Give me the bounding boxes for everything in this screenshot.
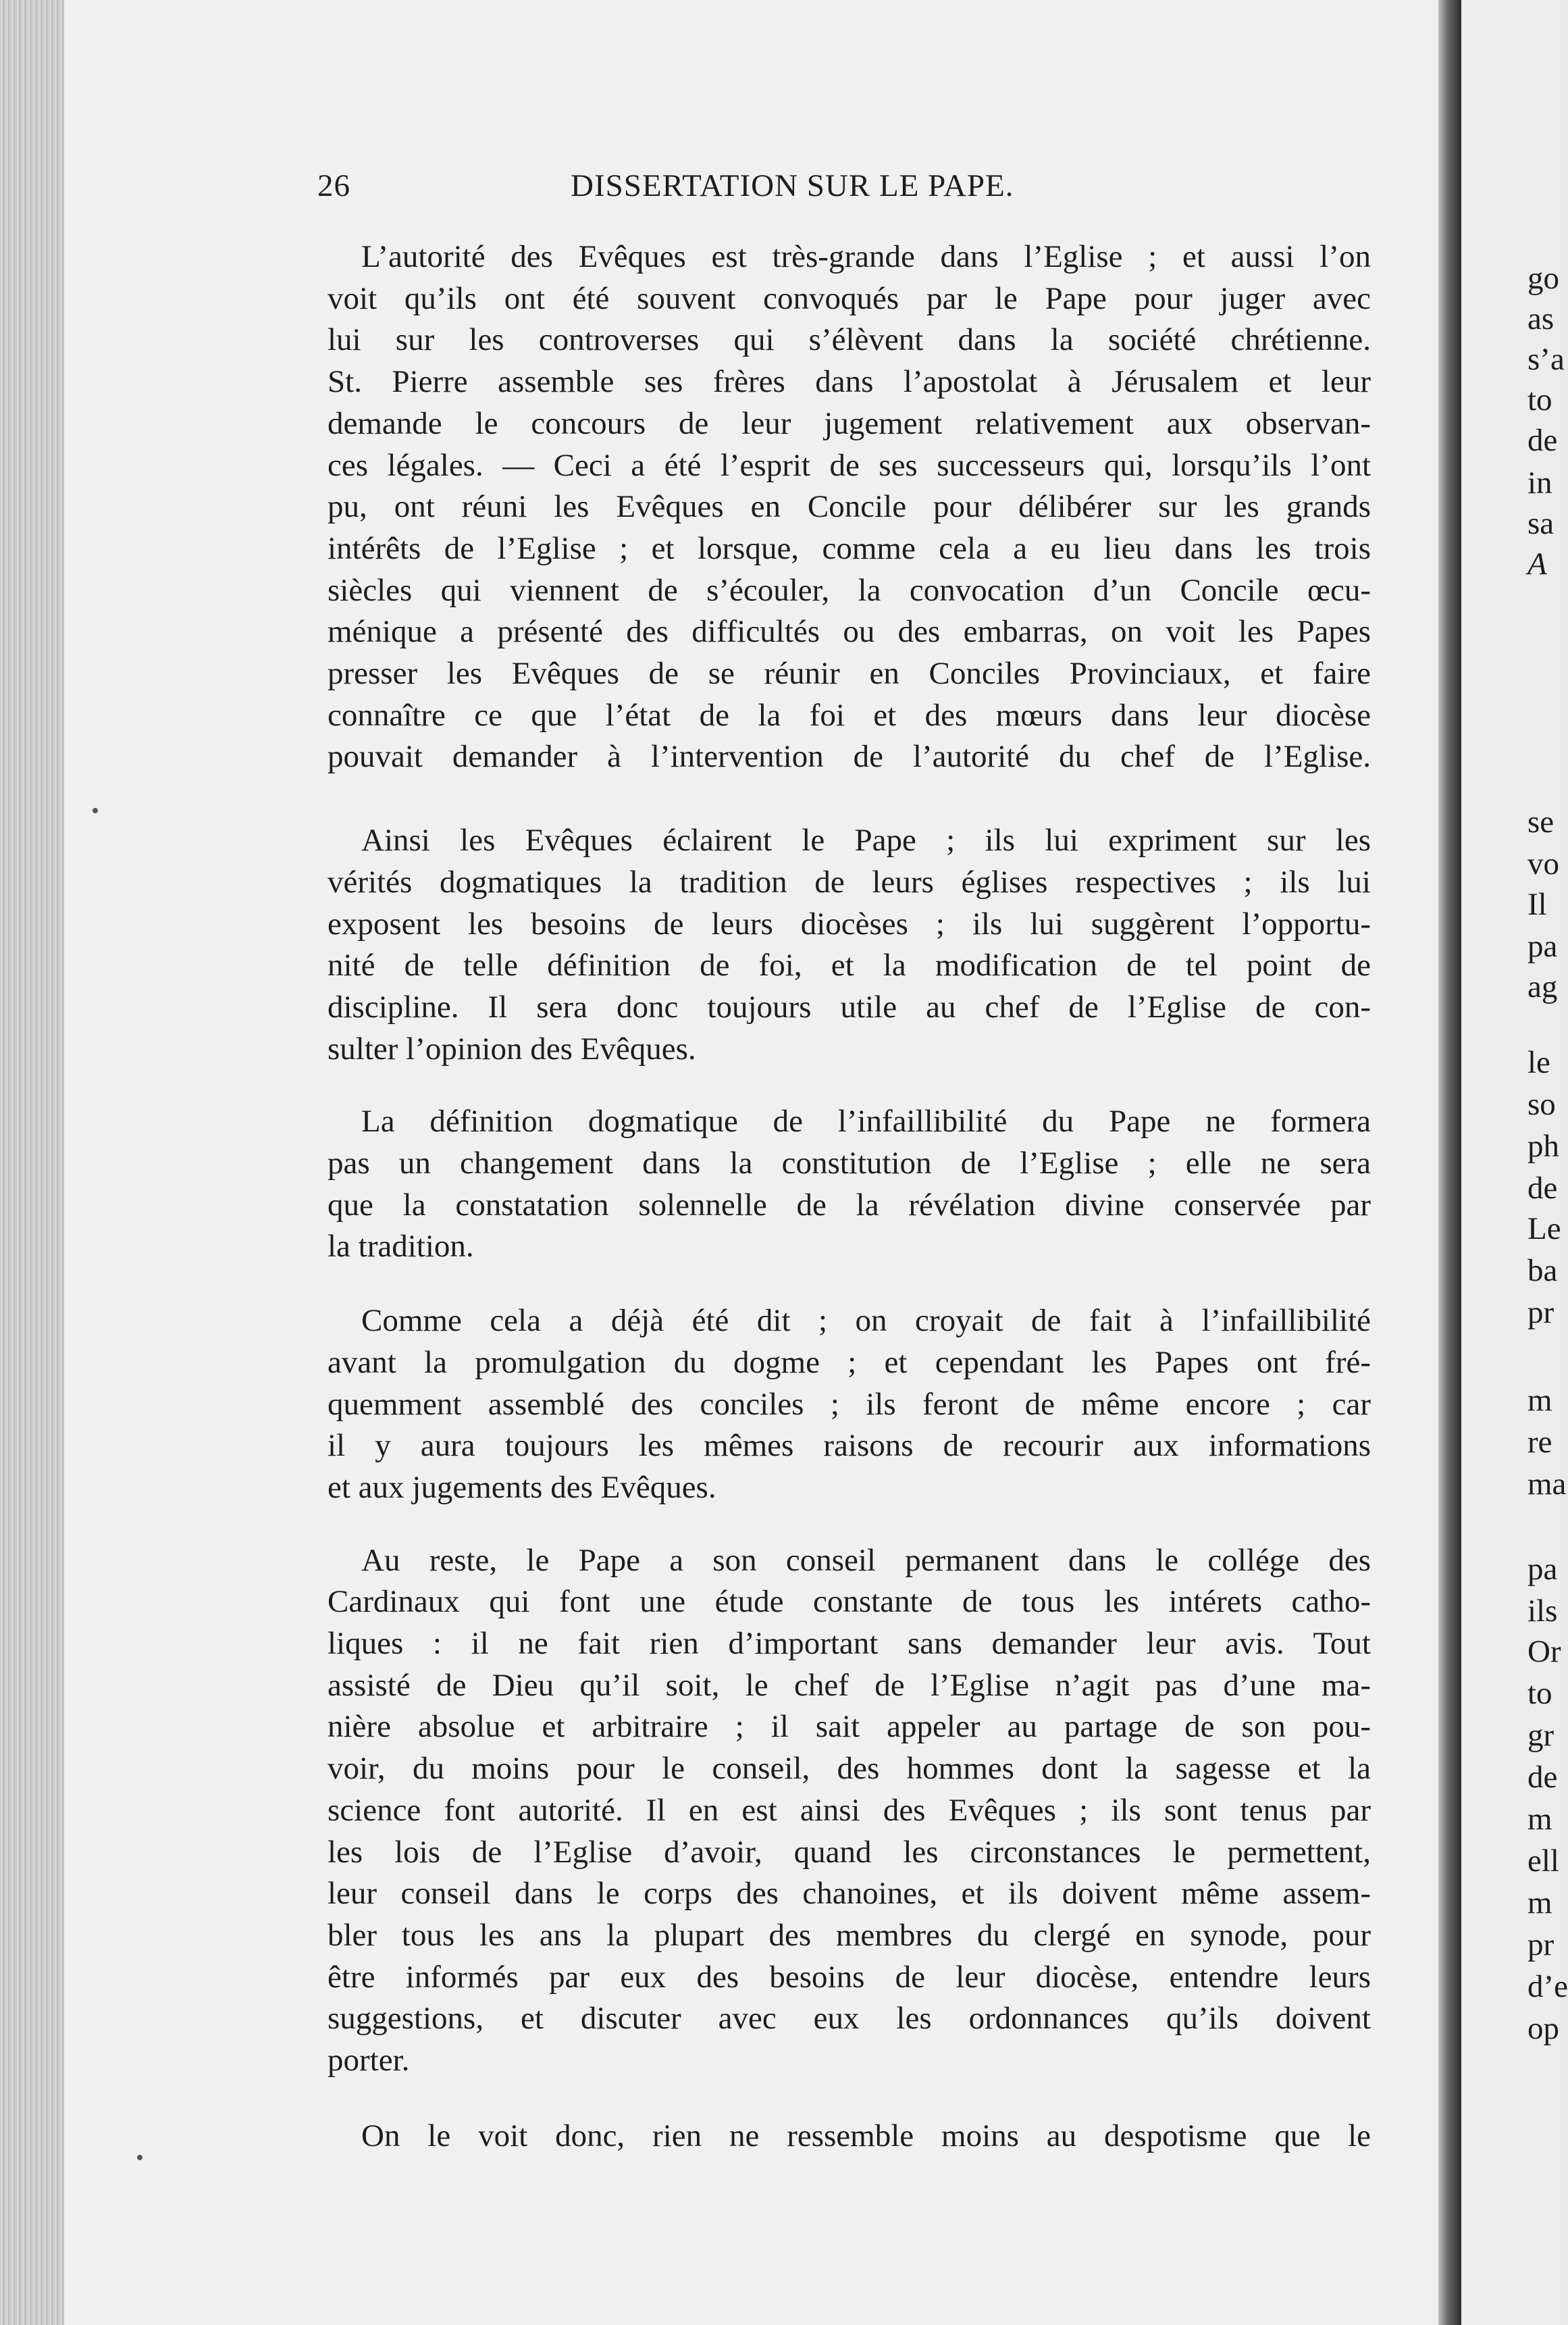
text-line: bler tous les ans la plupart des membres du clergé en synode, pour — [328, 1917, 1371, 1953]
text-line: pouvait demander à l’intervention de l’autorité du chef de l’Eglise. — [328, 739, 1371, 775]
text-line: voit qu’ils ont été souvent convoqués par le Pape pour juger avec — [328, 280, 1371, 316]
facing-page-fragment: go — [1527, 261, 1559, 296]
facing-page-fragment: m — [1527, 1383, 1552, 1418]
facing-page-fragment: d’e — [1527, 1969, 1568, 2004]
text-line: vérités dogmatiques la tradition de leurs églises respectives ; ils lui — [328, 864, 1371, 900]
text-line: La définition dogmatique de l’infaillibilité du Pape ne formera — [361, 1104, 1371, 1140]
text-line: connaître ce que l’état de la foi et des mœurs dans leur diocèse — [328, 697, 1371, 733]
text-line: nité de telle définition de foi, et la modification de tel point de — [328, 948, 1371, 983]
text-line: être informés par eux des besoins de leur diocèse, entendre leurs — [328, 1959, 1371, 1995]
facing-page-fragment: vo — [1527, 846, 1559, 882]
facing-page-fragment: ils — [1527, 1593, 1558, 1629]
text-line: assisté de Dieu qu’il soit, le chef de l’Eglise n’agit pas d’une ma- — [328, 1667, 1371, 1703]
facing-page-fragment: in — [1527, 465, 1552, 501]
facing-page-fragment: pr — [1527, 1295, 1554, 1330]
facing-page-fragment: op — [1527, 2011, 1559, 2046]
text-line: pu, ont réuni les Evêques en Concile pour délibérer sur les grands — [328, 489, 1371, 525]
text-line: L’autorité des Evêques est très-grande dans l’Eglise ; et aussi l’on — [361, 239, 1371, 274]
text-line: Cardinaux qui font une étude constante de tous les intérets catho- — [328, 1584, 1371, 1620]
facing-page-fragment: sa — [1527, 506, 1554, 541]
text-line: siècles qui viennent de s’écouler, la convocation d’un Concile œcu- — [328, 572, 1371, 608]
page-stack-edge — [0, 0, 64, 2325]
text-line: leur conseil dans le corps des chanoines, et ils doivent même assem- — [328, 1876, 1371, 1912]
text-line: exposent les besoins de leurs diocèses ; ils lui suggèrent l’opportu- — [328, 906, 1371, 942]
text-line: voir, du moins pour le conseil, des hommes dont la sagesse et la — [328, 1751, 1371, 1787]
facing-page-fragment: m — [1527, 1802, 1552, 1837]
book-gutter — [1438, 0, 1461, 2325]
facing-page-fragment: re — [1527, 1425, 1552, 1460]
text-line: science font autorité. Il en est ainsi des Evêques ; ils sont tenus par — [328, 1792, 1371, 1828]
text-line: Au reste, le Pape a son conseil permanent dans le collége des — [361, 1542, 1371, 1578]
facing-page-fragment: pr — [1527, 1927, 1554, 1962]
text-line: ménique a présenté des difficultés ou des embarras, on voit les Papes — [328, 614, 1371, 650]
facing-page-fragment: se — [1527, 804, 1554, 840]
page-number: 26 — [317, 168, 350, 203]
facing-page-fragment: Il — [1527, 887, 1547, 922]
text-line: suggestions, et discuter avec eux les ordonnances qu’ils doivent — [328, 2001, 1371, 2037]
facing-page-fragment: so — [1527, 1087, 1556, 1122]
text-line: que la constatation solennelle de la révélation divine conservée par — [328, 1187, 1371, 1223]
text-line: sulter l’opinion des Evêques. — [328, 1031, 696, 1067]
facing-page-fragment: Le — [1527, 1211, 1561, 1246]
running-title: DISSERTATION SUR LE PAPE. — [571, 168, 1014, 203]
text-line: Ainsi les Evêques éclairent le Pape ; ils lui expriment sur les — [361, 823, 1371, 859]
text-line: Comme cela a déjà été dit ; on croyait de fait à l’infaillibilité — [361, 1303, 1371, 1339]
facing-page-fragment: gr — [1527, 1718, 1554, 1753]
facing-page-fragment: ba — [1527, 1253, 1558, 1288]
text-line: et aux jugements des Evêques. — [328, 1469, 716, 1505]
text-line: la tradition. — [328, 1229, 474, 1264]
text-line: liques : il ne fait rien d’important sans demander leur avis. Tout — [328, 1626, 1371, 1661]
facing-page-fragment: de — [1527, 423, 1558, 458]
facing-page-fragment: to — [1527, 382, 1552, 417]
text-line: discipline. Il sera donc toujours utile au chef de l’Eglise de con- — [328, 989, 1371, 1025]
facing-page-fragment: ph — [1527, 1129, 1559, 1164]
facing-page-fragment: ma — [1527, 1466, 1567, 1502]
text-line: lui sur les controverses qui s’élèvent dans la société chrétienne. — [328, 322, 1371, 358]
facing-page-fragment: pa — [1527, 1552, 1558, 1587]
text-line: nière absolue et arbitraire ; il sait appeler au partage de son pou- — [328, 1709, 1371, 1745]
facing-page-fragment: pa — [1527, 929, 1558, 964]
facing-page-fragment: to — [1527, 1676, 1552, 1711]
facing-page-fragment: ag — [1527, 969, 1558, 1004]
text-line: ces légales. — Ceci a été l’esprit de ses successeurs qui, lorsqu’ils l’ont — [328, 447, 1371, 483]
text-line: quemment assemblé des conciles ; ils feront de même encore ; car — [328, 1386, 1371, 1422]
facing-page-fragment: m — [1527, 1885, 1552, 1920]
facing-page-fragment: le — [1527, 1045, 1550, 1080]
text-line: pas un changement dans la constitution de l’Eglise ; elle ne sera — [328, 1146, 1371, 1181]
facing-page-fragment: A — [1527, 546, 1547, 582]
facing-page-fragment: de — [1527, 1171, 1558, 1206]
text-line: St. Pierre assemble ses frères dans l’apostolat à Jérusalem et leur — [328, 364, 1371, 400]
facing-page-fragment: de — [1527, 1760, 1558, 1795]
facing-page-fragment: as — [1527, 301, 1554, 336]
text-line: porter. — [328, 2043, 410, 2078]
text-line: On le voit donc, rien ne ressemble moins au despotisme que le — [361, 2118, 1371, 2153]
text-line: avant la promulgation du dogme ; et cependant les Papes ont fré- — [328, 1344, 1371, 1380]
running-head — [317, 168, 1371, 215]
text-line: demande le concours de leur jugement relativement aux observan- — [328, 405, 1371, 441]
text-line: presser les Evêques de se réunir en Conciles Provinciaux, et faire — [328, 656, 1371, 691]
ink-speck — [93, 808, 98, 813]
facing-page-fragment: Or — [1527, 1634, 1561, 1669]
facing-page-fragment: ell — [1527, 1843, 1559, 1879]
text-line: il y aura toujours les mêmes raisons de recourir aux informations — [328, 1428, 1371, 1464]
text-line: les lois de l’Eglise d’avoir, quand les circonstances le permettent, — [328, 1834, 1371, 1870]
text-line: intérêts de l’Eglise ; et lorsque, comme cela a eu lieu dans les trois — [328, 530, 1371, 566]
ink-speck — [137, 2155, 142, 2160]
facing-page-fragment: s’a — [1527, 342, 1565, 377]
